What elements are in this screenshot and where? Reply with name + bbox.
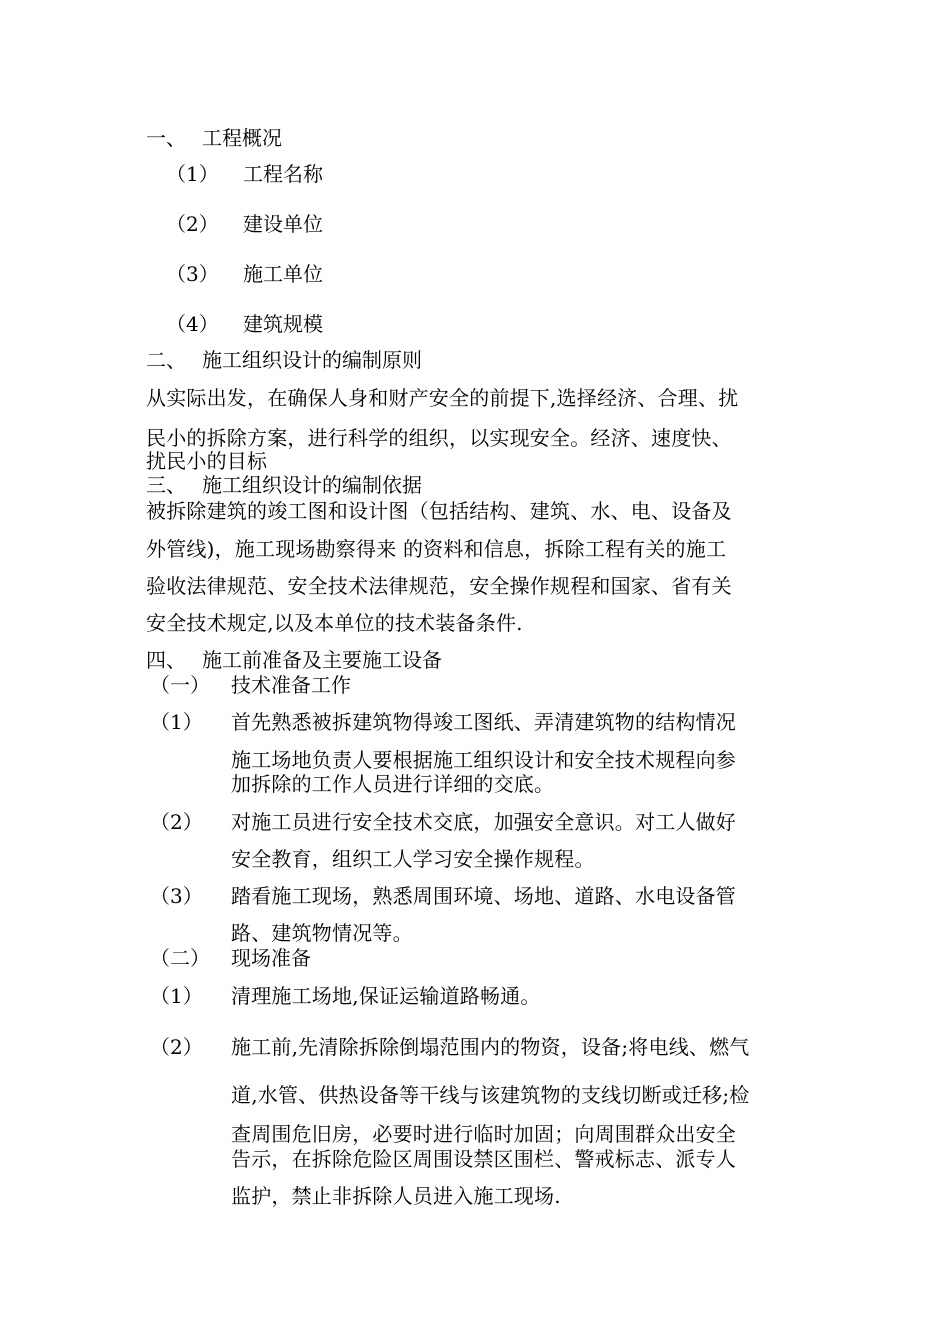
section4-number: 四、 — [146, 648, 186, 672]
sub1-item1-number: （1） — [150, 710, 203, 734]
section2-paragraph-line: 扰民小的目标 — [146, 449, 268, 473]
sub1-item2-line: 安全教育，组织工人学习安全操作规程。 — [231, 847, 595, 871]
sub1-item2-number: （2） — [150, 810, 203, 834]
section3-paragraph-line: 外管线)，施工现场勘察得来 的资料和信息，拆除工程有关的施工 — [146, 537, 727, 561]
sub2-number: （二） — [150, 946, 210, 970]
section1-item4-number: （4） — [166, 312, 219, 336]
section4-title: 施工前准备及主要施工设备 — [202, 648, 442, 672]
section1-item2-text: 建设单位 — [243, 212, 323, 236]
sub1-item1-line: 加拆除的工作人员进行详细的交底。 — [231, 772, 555, 796]
section3-number: 三、 — [146, 473, 186, 497]
section2-paragraph-line: 从实际出发，在确保人身和财产安全的前提下,选择经济、合理、扰 — [146, 386, 739, 410]
section3-paragraph-line: 安全技术规定,以及本单位的技术装备条件. — [146, 611, 523, 635]
section3-paragraph-line: 被拆除建筑的竣工图和设计图（包括结构、建筑、水、电、设备及 — [146, 499, 732, 523]
sub1-title: 技术准备工作 — [231, 673, 351, 697]
sub1-item2-line: 对施工员进行安全技术交底，加强安全意识。对工人做好 — [231, 810, 736, 834]
section2-title: 施工组织设计的编制原则 — [202, 348, 422, 372]
sub2-item2-line: 道,水管、供热设备等干线与该建筑物的支线切断或迁移;检 — [231, 1083, 750, 1107]
sub1-item1-line: 首先熟悉被拆建筑物得竣工图纸、弄清建筑物的结构情况 — [231, 710, 736, 734]
section3-title: 施工组织设计的编制依据 — [202, 473, 422, 497]
section1-item3-number: （3） — [166, 262, 219, 286]
sub1-number: （一） — [150, 673, 210, 697]
sub2-item2-number: （2） — [150, 1035, 203, 1059]
section1-item3-text: 施工单位 — [243, 262, 323, 286]
section3-paragraph-line: 验收法律规范、安全技术法律规范，安全操作规程和国家、省有关 — [146, 574, 732, 598]
section1-item1-text: 工程名称 — [243, 162, 323, 186]
sub1-item3-line: 踏看施工现场，熟悉周围环境、场地、道路、水电设备管 — [231, 884, 736, 908]
section1-title: 工程概况 — [202, 126, 282, 150]
sub1-item3-line: 路、建筑物情况等。 — [231, 921, 413, 945]
section2-number: 二、 — [146, 348, 186, 372]
sub2-item1-number: （1） — [150, 984, 203, 1008]
sub2-title: 现场准备 — [231, 946, 311, 970]
sub2-item2-line: 监护，禁止非拆除人员进入施工现场. — [231, 1184, 561, 1208]
section1-item2-number: （2） — [166, 212, 219, 236]
sub1-item3-number: （3） — [150, 884, 203, 908]
section2-paragraph-line: 民小的拆除方案，进行科学的组织，以实现安全。经济、速度快、 — [146, 426, 732, 450]
sub1-item1-line: 施工场地负责人要根据施工组织设计和安全技术规程向参 — [231, 748, 736, 772]
sub2-item2-line: 告示，在拆除危险区周围设禁区围栏、警戒标志、派专人 — [231, 1147, 736, 1171]
sub2-item2-line: 查周围危旧房，必要时进行临时加固；向周围群众出安全 — [231, 1122, 736, 1146]
section1-item1-number: （1） — [166, 162, 219, 186]
section1-item4-text: 建筑规模 — [243, 312, 323, 336]
section1-number: 一、 — [146, 126, 186, 150]
sub2-item2-line: 施工前,先清除拆除倒塌范围内的物资，设备;将电线、燃气 — [231, 1035, 750, 1059]
sub2-item1-line: 清理施工场地,保证运输道路畅通。 — [231, 984, 541, 1008]
